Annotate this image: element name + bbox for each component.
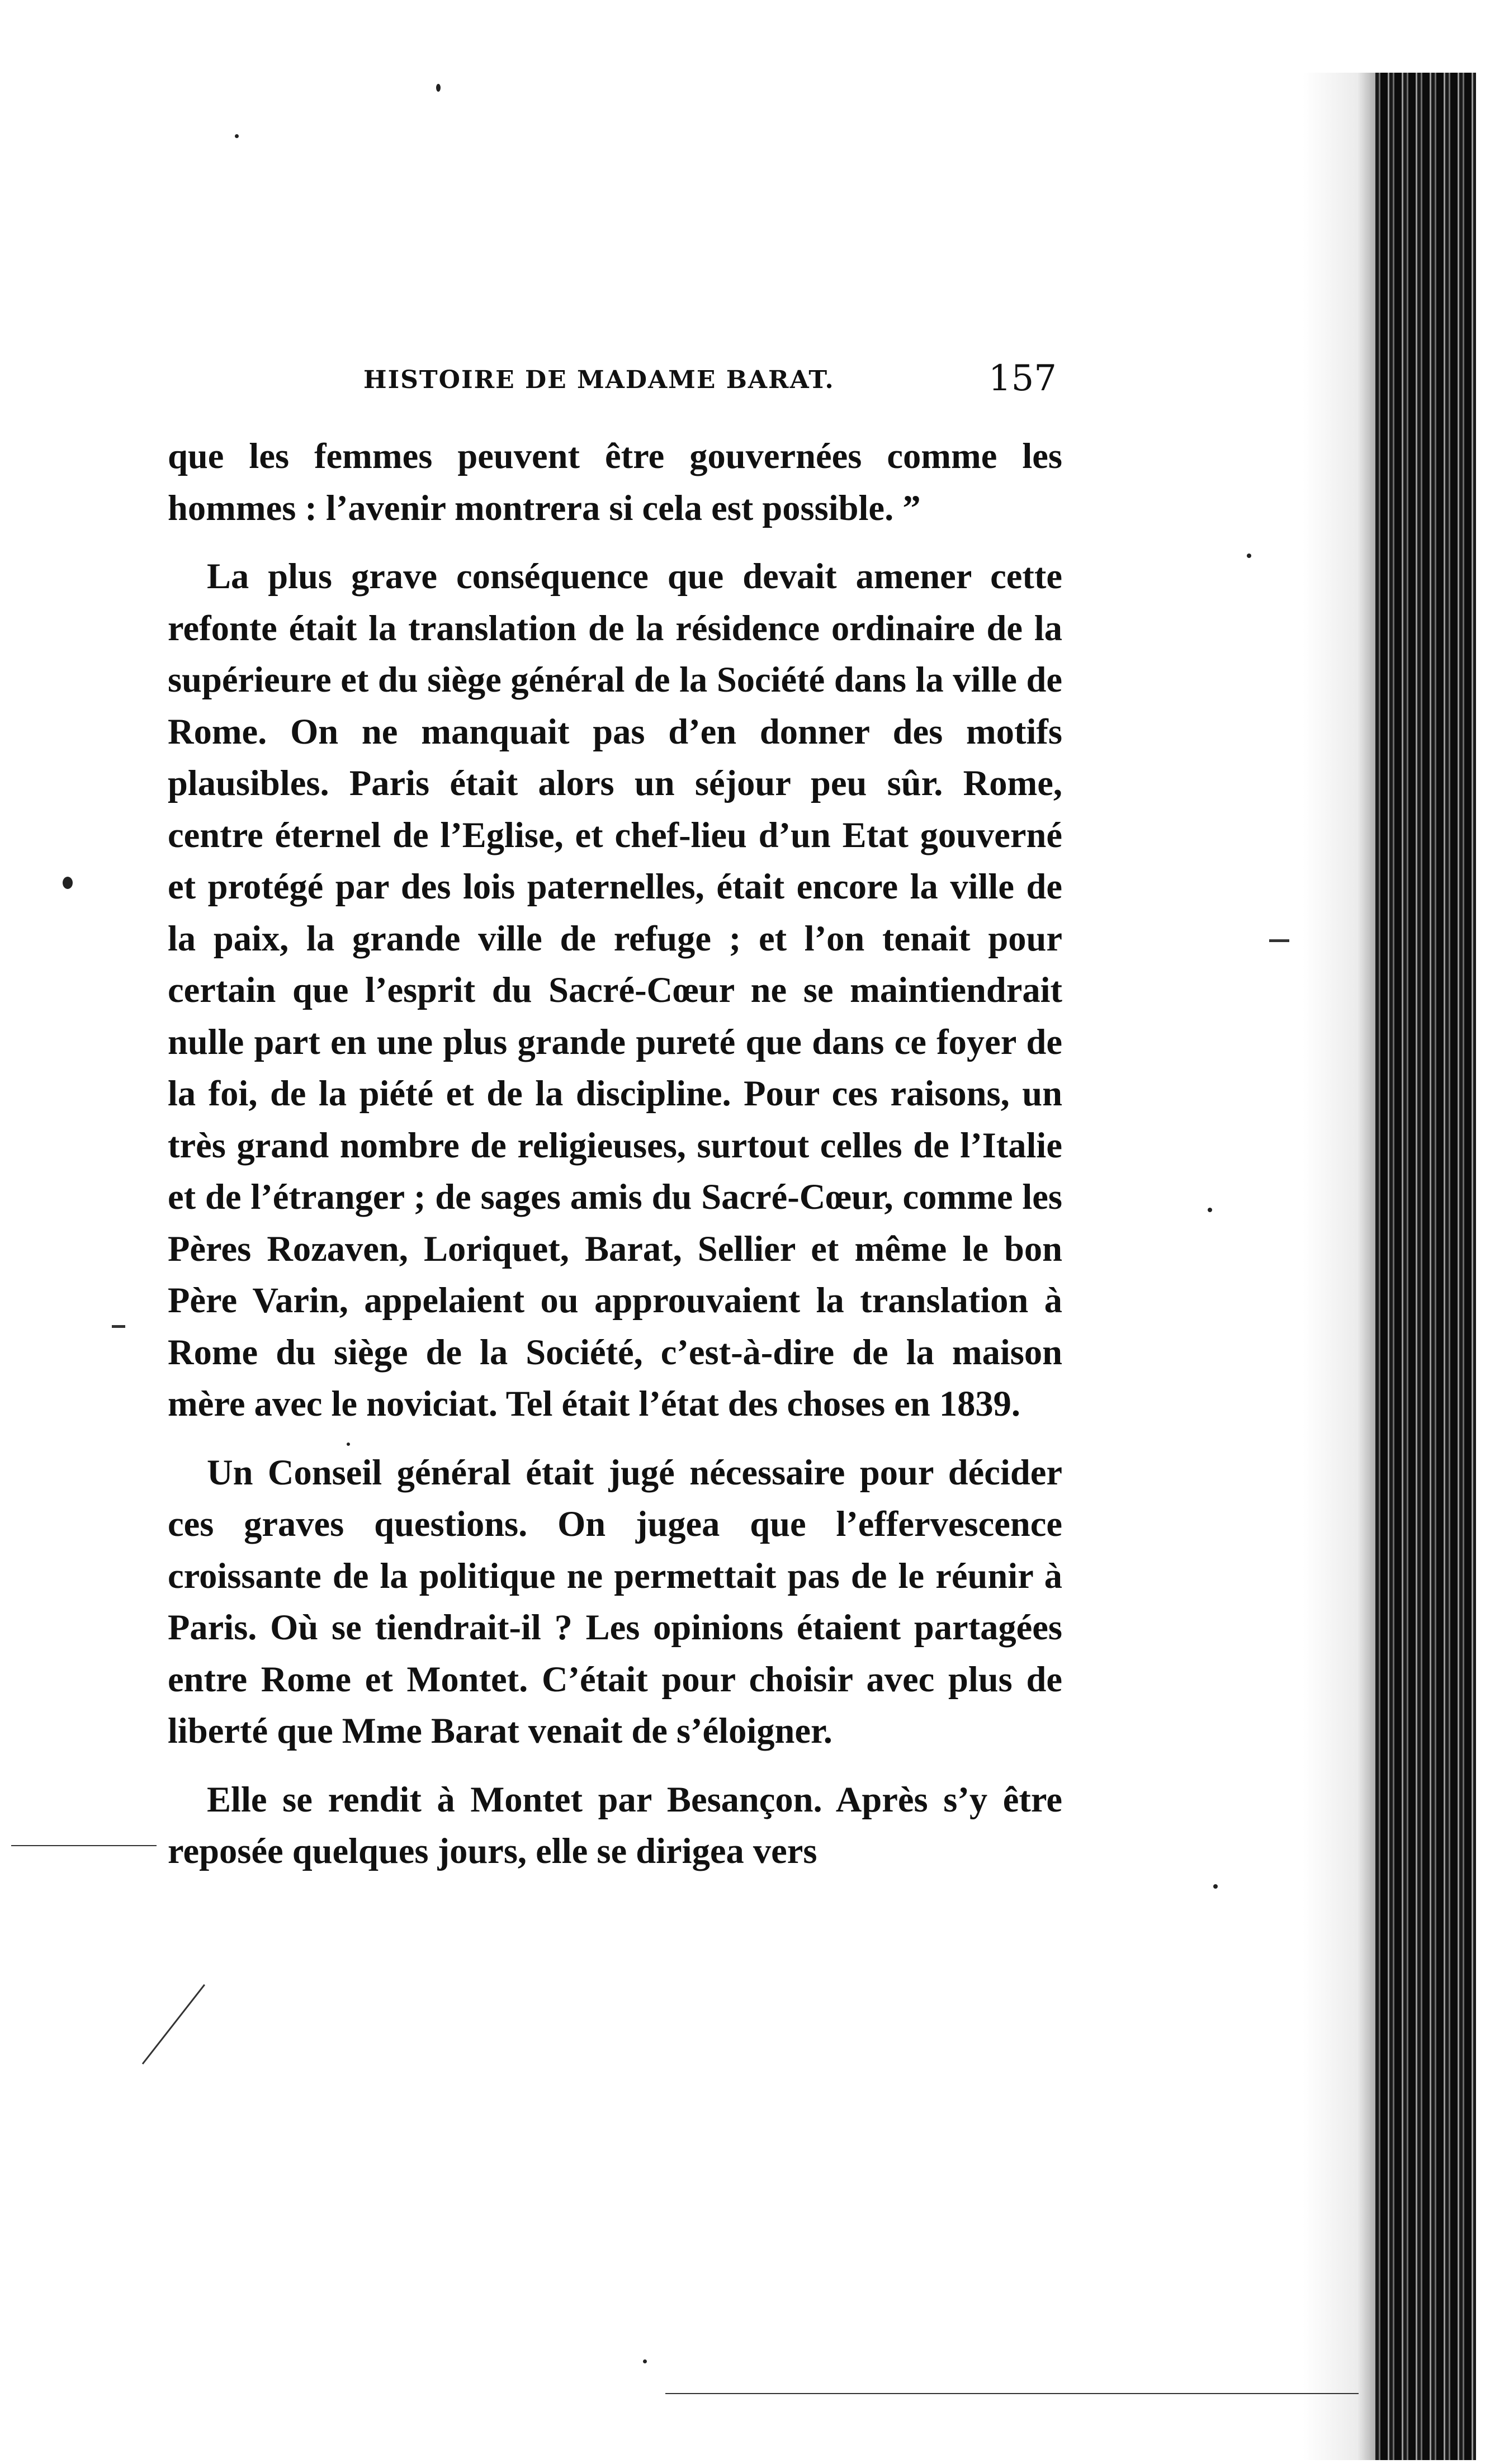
- binding-shadow: [1303, 73, 1381, 2460]
- scan-speck: [436, 84, 441, 92]
- scan-stroke: [1269, 939, 1289, 942]
- scan-speck: [63, 877, 73, 889]
- body-text: [168, 431, 1062, 1894]
- scan-speck: [643, 2359, 647, 2363]
- scan-stroke: [11, 1845, 157, 1846]
- scan-speck: [1213, 1884, 1218, 1889]
- scan-stroke: [665, 2393, 1359, 2394]
- paragraph: Elle se rendit à Montet par Besançon. Après s’y être reposée quelques jours, elle se dirigea vers: [168, 1779, 1062, 1871]
- scan-speck: [1208, 1208, 1212, 1212]
- running-head: [363, 358, 1057, 403]
- paragraph: La plus grave conséquence que devait amener cette refonte était la translation de la résidence ordinaire de la supérieure et du siège général de la Société dans la ville de Rome. On ne manquait pas d’en donner des motifs plausibles. Paris était alors un séjour peu sûr. Rome, centre éternel de l’Eglise, et chef-lieu d’un Etat gouverné et protégé par des lois paternelles, était encore la ville de la paix, la grande ville de refuge ; et l’on tenait pour certain que l’esprit du Sacré-Cœur ne se maintiendrait nulle part en une plus grande pureté que dans ce foyer de la foi, de la piété et de la discipline. Pour ces raisons, un très grand nombre de religieuses, surtout celles de l’Italie et de l’étranger ; de sages amis du Sacré-Cœur, comme les Pères Rozaven, Loriquet, Barat, Sellier et même le bon Père Varin, appelaient ou approuvaient la translation à Rome du siège de la Société, c’est-à-dire de la maison mère avec le noviciat. Tel était l’état des choses en 1839.: [168, 556, 1062, 1423]
- paragraph: que les femmes peuvent être gouvernées comme les hommes : l’avenir montrera si cela est possible. ”: [168, 436, 1062, 528]
- page-number: 157: [988, 358, 1057, 399]
- binding-edge: [1375, 73, 1476, 2460]
- scan-speck: [1247, 554, 1251, 558]
- scan-speck: [347, 1443, 350, 1446]
- paragraph: Un Conseil général était jugé nécessaire pour décider ces graves questions. On jugea que l’effervescence croissante de la politique ne permettait pas de le réunir à Paris. Où se tiendrait-il ? Les opinions étaient partagées entre Rome et Montet. C’était pour choisir avec plus de liberté que Mme Barat venait de s’éloigner.: [168, 1452, 1062, 1751]
- scan-stroke: [112, 1325, 125, 1328]
- running-title: HISTOIRE DE MADAME BARAT.: [363, 366, 835, 394]
- scan-speck: [235, 134, 239, 138]
- scan-stroke: [142, 1984, 205, 2065]
